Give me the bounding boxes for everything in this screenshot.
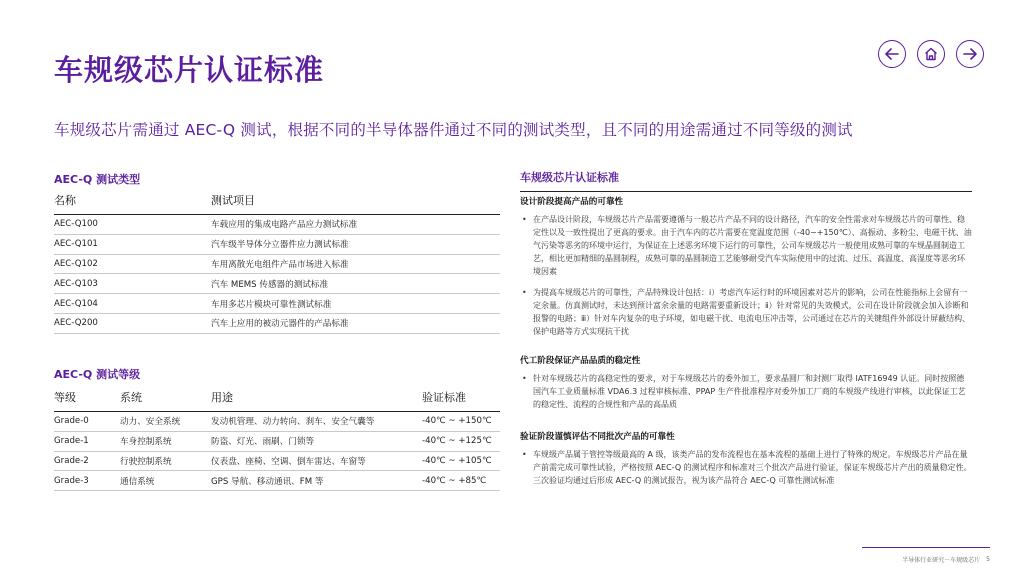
- table-row: [54, 431, 500, 451]
- grades-col-usage: 用途: [211, 385, 422, 412]
- grades-col-standard: 验证标准: [422, 385, 500, 412]
- type-desc: 车用多芯片模块可靠性测试标准: [211, 294, 500, 314]
- grades-table: [54, 385, 500, 491]
- back-button[interactable]: [878, 40, 906, 68]
- list-item: • 针对车规级芯片的高稳定性的要求，对于车规级芯片的委外加工，要求晶圆厂和封测厂取得 IATF16949 认证。同时按照德国汽车工业质量标准 VDA6.3 过程审核标准、PPAP 生产件批准程序对委外加工厂商的车规级产线进行审核，以此保证工艺的稳定性、流程的合规性和产品的高品质: [520, 372, 972, 411]
- type-name: AEC-Q103: [54, 274, 211, 294]
- table-row: [54, 254, 500, 274]
- type-desc: 车载应用的集成电路产品应力测试标准: [211, 215, 500, 235]
- table-row: [54, 274, 500, 294]
- grades-header-row: [54, 385, 500, 412]
- arrow-right-icon: [962, 46, 978, 62]
- grade-standard: -40℃ ~ +125℃: [422, 431, 500, 451]
- page-title: 车规级芯片认证标准: [54, 53, 325, 87]
- grade-system: 行驶控制系统: [120, 451, 211, 471]
- design-stage-title: 设计阶段提高产品的可靠性: [520, 197, 624, 207]
- list-item: • 车规级产品属于管控等级最高的 A 级，该类产品的发布流程也在基本流程的基础上进行了特殊的规定。车规级芯片产品在量产前需完成可靠性试验，严格按照 AEC-Q 的测试程序和标准对三个批次产品进行验证，保证车规级芯片产出的质量稳定性。三次验证均通过后形成 AEC-Q 的测试报告，视为该产品符合 AEC-Q 可靠性测试标准: [520, 448, 972, 487]
- design-stage-section: [520, 195, 972, 346]
- nav-bar: [878, 40, 984, 68]
- arrow-left-icon: [884, 46, 900, 62]
- types-col-item: 测试项目: [211, 188, 500, 215]
- table-row: [54, 471, 500, 491]
- next-button[interactable]: [956, 40, 984, 68]
- home-button[interactable]: [917, 40, 945, 68]
- types-heading: AEC-Q 测试类型: [54, 173, 141, 186]
- grade-usage: 防盗、灯光、雨刷、门锁等: [211, 431, 422, 451]
- standards-heading: 车规级芯片认证标准: [520, 169, 972, 192]
- page-number: 5: [986, 556, 990, 563]
- grade-level: Grade-2: [54, 451, 120, 471]
- table-row: [54, 313, 500, 333]
- types-header-row: [54, 188, 500, 215]
- grades-heading: AEC-Q 测试等级: [54, 368, 141, 381]
- type-desc: 汽车上应用的被动元器件的产品标准: [211, 313, 500, 333]
- home-icon: [923, 46, 939, 62]
- table-row: [54, 451, 500, 471]
- types-table: [54, 188, 500, 334]
- grade-system: 通信系统: [120, 471, 211, 491]
- validation-stage-section: [520, 430, 972, 495]
- type-name: AEC-Q200: [54, 313, 211, 333]
- type-desc: 汽车级半导体分立器件应力测试标准: [211, 234, 500, 254]
- type-name: AEC-Q102: [54, 254, 211, 274]
- validation-stage-title: 验证阶段谨慎评估不同批次产品的可靠性: [520, 432, 675, 442]
- types-col-name: 名称: [54, 188, 211, 215]
- type-name: AEC-Q104: [54, 294, 211, 314]
- foundry-stage-section: [520, 354, 972, 419]
- table-row: [54, 234, 500, 254]
- grade-system: 动力、安全系统: [120, 412, 211, 432]
- type-desc: 车用离散光电组件产品市场进入标准: [211, 254, 500, 274]
- type-name: AEC-Q100: [54, 215, 211, 235]
- grade-usage: 发动机管理、动力转向、刹车、安全气囊等: [211, 412, 422, 432]
- grade-level: Grade-0: [54, 412, 120, 432]
- grade-usage: 仪表盘、座椅、空调、倒车雷达、车窗等: [211, 451, 422, 471]
- list-item: • 在产品设计阶段，车规级芯片产品需要遵循与一般芯片产品不同的设计路径，汽车的安全性需求对车规级芯片的可靠性、稳定性以及一致性提出了更高的要求。由于汽车内的芯片需要在宽温度范围（-40~+150℃）、高振动、多粉尘、电磁干扰、油气污染等恶劣的环境中运行，为保证在上述恶劣环境下运行的可靠性，公司车规级芯片一般使用成熟可靠的车规晶圆制造工艺，相比更加精细的晶圆制程，成熟可靠的晶圆制造工艺能够耐受汽车实际使用中的过流、过压、高温度、高湿度等恶劣环境因素: [520, 213, 972, 278]
- table-row: [54, 215, 500, 235]
- grade-system: 车身控制系统: [120, 431, 211, 451]
- table-row: [54, 294, 500, 314]
- grades-col-system: 系统: [120, 385, 211, 412]
- page-subtitle: 车规级芯片需通过 AEC-Q 测试，根据不同的半导体器件通过不同的测试类型，且不同的用途需通过不同等级的测试: [54, 121, 853, 139]
- grade-standard: -40℃ ~ +85℃: [422, 471, 500, 491]
- grade-standard: -40℃ ~ +150℃: [422, 412, 500, 432]
- footer-text: 半导体行业研究－车规级芯片: [902, 557, 981, 564]
- foundry-stage-title: 代工阶段保证产品品质的稳定性: [520, 356, 641, 366]
- grade-level: Grade-1: [54, 431, 120, 451]
- footer: [902, 555, 990, 564]
- grades-col-level: 等级: [54, 385, 120, 412]
- table-row: [54, 412, 500, 432]
- grade-usage: GPS 导航、移动通讯、FM 等: [211, 471, 422, 491]
- type-name: AEC-Q101: [54, 234, 211, 254]
- list-item: • 为提高车规级芯片的可靠性，产品特殊设计包括：ⅰ）考虑汽车运行时的环境因素对芯片的影响，公司在性能指标上会留有一定余量。仿真测试时，未达到预计富余余量的电路需要重新设计；ⅱ）针对常见的失效模式，公司在设计阶段就会加入诊断和报警的电路；ⅲ）针对车内复杂的电子环境，如电磁干扰、电流电压冲击等，公司通过在芯片的关键组件外部设计屏蔽结构、保护电路等方式实现抗干扰: [520, 286, 972, 338]
- type-desc: 汽车 MEMS 传感器的测试标准: [211, 274, 500, 294]
- grade-standard: -40℃ ~ +105℃: [422, 451, 500, 471]
- grade-level: Grade-3: [54, 471, 120, 491]
- footer-divider: [862, 547, 990, 549]
